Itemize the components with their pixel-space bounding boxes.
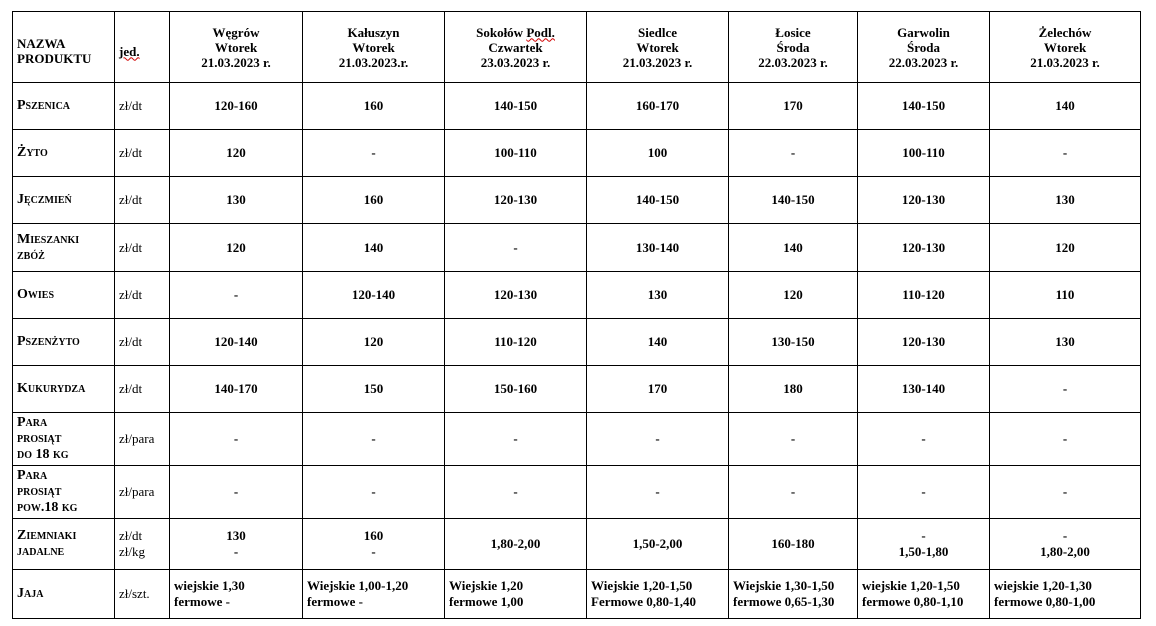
price-value: - [655,431,660,446]
price-cell [587,466,729,519]
price-cell [170,413,303,466]
price-cell [303,224,445,272]
price-cell [303,130,445,177]
price-value: - [233,484,239,499]
price-value: 130 [1055,192,1075,207]
price-cell [729,366,858,413]
header-market [729,12,858,83]
product-name-line: prosiąt [17,484,62,499]
product-name-line: Kukurydza [17,381,86,396]
price-value: 120 [226,239,246,255]
price-value: 110-120 [902,287,945,302]
price-value: 160 [363,98,384,113]
product-name-cell [13,519,115,570]
price-value: 120-140 [351,287,396,302]
price-cell [587,177,729,224]
price-cell [170,83,303,130]
price-value: fermowe 0,65-1,30 [733,594,835,609]
price-cell [587,413,729,466]
product-name-line: prosiąt [17,431,62,446]
price-value: 160 [363,192,384,207]
market-date: 21.03.2023 r. [1030,54,1100,70]
price-value: - [233,544,239,559]
price-value: 160-180 [771,536,815,551]
header-market [170,12,303,83]
unit-cell [115,83,170,130]
price-cell [445,130,587,177]
price-value: 140-150 [901,98,946,113]
unit-cell [115,570,170,619]
table-row [13,570,1141,619]
price-value: 1,80-2,00 [1040,544,1090,559]
price-value: - [1062,381,1068,396]
price-cell [990,177,1141,224]
market-date: 21.03.2023.r. [338,54,409,70]
price-value: fermowe - [307,594,363,609]
price-cell [445,224,587,272]
price-cell [170,224,303,272]
unit-line: zł/dt [119,98,143,113]
product-name-cell [13,413,115,466]
price-cell [170,570,303,619]
price-value: 120 [226,145,246,160]
price-cell [990,130,1141,177]
header-market [303,12,445,83]
price-cell [990,272,1141,319]
unit-cell [115,413,170,466]
price-value: - [790,431,796,446]
market-date: 22.03.2023 r. [758,54,828,70]
price-cell [729,272,858,319]
product-name-line: Para [17,468,48,483]
price-value: - [1062,528,1068,543]
unit-cell [115,366,170,413]
header-unit-label: jed. [119,43,140,59]
product-name-line: do 18 kg [17,447,69,462]
market-date: 21.03.2023 r. [201,54,271,70]
price-value: - [921,528,926,543]
market-day: Wtorek [636,39,679,55]
price-cell [445,570,587,619]
price-value: - [371,145,376,160]
price-cell [445,177,587,224]
price-value: 120 [1055,239,1075,255]
price-value: 1,50-2,00 [632,536,683,551]
price-value: - [790,484,796,499]
header-unit [115,12,170,83]
table-row [13,319,1141,366]
price-value: 100-110 [494,145,537,160]
price-cell [170,466,303,519]
product-name-cell [13,570,115,619]
price-value: 140 [783,239,803,255]
price-cell [170,366,303,413]
price-value: Wiejskie 1,20-1,50 [591,578,693,593]
unit-line: zł/kg [119,544,145,559]
price-value: 130 [226,192,246,207]
product-name-cell [13,272,115,319]
market-name: Węgrów [212,24,260,40]
header-row [13,12,1141,83]
price-cell [303,570,445,619]
price-value: - [513,239,518,255]
unit-cell [115,319,170,366]
header-market [990,12,1141,83]
market-date: 21.03.2023 r. [622,54,693,70]
price-value: 140 [1055,98,1075,113]
price-value: Wiejskie 1,20 [449,578,524,593]
price-cell [858,177,990,224]
price-cell [303,319,445,366]
price-value: Fermowe 0,80-1,40 [591,594,697,609]
product-name-line: Pszenica [17,98,71,113]
price-value: 120 [363,334,384,349]
price-value: fermowe 1,00 [449,594,524,609]
price-cell [587,83,729,130]
unit-cell [115,466,170,519]
price-cell [858,466,990,519]
market-name-abbrev: Podl. [526,24,555,40]
price-value: - [233,287,239,302]
price-value: - [233,431,239,446]
price-value: 140-150 [771,192,815,207]
header-market [858,12,990,83]
price-value: - [1062,431,1068,446]
price-value: - [513,431,518,446]
price-cell [445,319,587,366]
price-cell [729,224,858,272]
price-value: 120-130 [493,192,538,207]
price-cell [303,83,445,130]
price-cell [990,83,1141,130]
price-value: 130 [226,528,246,543]
price-value: 130 [647,287,668,302]
price-value: wiejskie 1,30 [174,578,245,593]
price-value: fermowe 0,80-1,00 [994,594,1096,609]
price-value: - [655,484,660,499]
price-cell [303,177,445,224]
product-name-line: pow.18 kg [17,500,78,515]
header-market [587,12,729,83]
price-cell [858,413,990,466]
price-cell [587,224,729,272]
price-value: 170 [647,381,668,396]
table-row [13,272,1141,319]
price-cell [170,272,303,319]
price-cell [445,519,587,570]
price-cell [587,272,729,319]
unit-line: zł/dt [119,528,143,543]
price-cell [729,519,858,570]
price-value: 120-130 [901,239,946,255]
price-value: 160 [363,528,384,543]
price-value: 140 [363,239,384,255]
price-cell [170,519,303,570]
header-market [445,12,587,83]
unit-line: zł/para [119,431,155,446]
unit-line: zł/dt [119,145,143,160]
price-value: 120 [783,287,803,302]
market-day: Środa [776,39,810,55]
product-name-line: jadalne [17,544,65,559]
table-row [13,366,1141,413]
price-value: 110 [1055,287,1075,302]
market-name-text: Sokołów Podl. [476,24,555,40]
unit-cell [115,224,170,272]
price-cell [729,413,858,466]
price-value: - [1062,145,1068,160]
price-value: wiejskie 1,20-1,50 [862,578,960,593]
price-cell [858,319,990,366]
price-cell [303,272,445,319]
price-value: 140-170 [214,381,258,396]
price-cell [990,519,1141,570]
market-day: Wtorek [352,39,395,55]
unit-cell [115,519,170,570]
table-row [13,413,1141,466]
product-name-line: Owies [17,287,55,302]
market-day: Wtorek [1043,39,1087,55]
product-name-line: Żyto [17,145,48,160]
price-value: Wiejskie 1,00-1,20 [307,578,409,593]
table-row [13,224,1141,272]
table-row [13,519,1141,570]
table-row [13,83,1141,130]
price-cell [445,366,587,413]
market-name: Łosice [775,24,811,40]
unit-line: zł/dt [119,381,143,396]
table-row [13,177,1141,224]
price-cell [729,130,858,177]
product-name-line: Jaja [17,586,44,601]
product-name-line: Jęczmień [17,192,72,207]
price-cell [587,570,729,619]
product-name-cell [13,83,115,130]
price-cell [729,319,858,366]
price-value: 180 [783,381,803,396]
price-value: 140-150 [635,192,680,207]
price-value: fermowe - [174,594,230,609]
product-name-line: Ziemniaki [17,528,77,543]
price-value: 110-120 [494,334,537,349]
price-value: - [1062,484,1068,499]
unit-line: zł/dt [119,239,143,255]
price-cell [990,366,1141,413]
price-cell [990,413,1141,466]
price-cell [445,413,587,466]
market-name: Siedlce [638,24,677,40]
price-cell [587,519,729,570]
price-value: 120-140 [214,334,258,349]
price-table [12,11,1141,619]
product-name-cell [13,224,115,272]
market-name: Kałuszyn [347,24,400,40]
price-cell [445,83,587,130]
price-value: 120-130 [493,287,538,302]
table-row [13,130,1141,177]
market-name [449,25,582,40]
price-cell [729,570,858,619]
product-name-cell [13,177,115,224]
price-value: 170 [783,98,803,113]
price-value: wiejskie 1,20-1,30 [994,578,1092,593]
price-value: 160-170 [635,98,680,113]
unit-line: zł/dt [119,334,143,349]
price-value: - [371,431,376,446]
unit-cell [115,177,170,224]
price-value: 150-160 [493,381,538,396]
price-value: Wiejskie 1,30-1,50 [733,578,835,593]
price-value: 100-110 [902,145,945,160]
price-cell [858,570,990,619]
price-value: 120-130 [901,334,946,349]
price-cell [858,83,990,130]
unit-line: zł/szt. [119,586,150,601]
market-day: Wtorek [214,39,258,55]
price-cell [303,519,445,570]
price-cell [729,177,858,224]
price-cell [303,366,445,413]
price-cell [587,319,729,366]
price-cell [858,130,990,177]
product-name-line: Mieszanki [17,231,80,247]
price-cell [587,366,729,413]
unit-line: zł/para [119,484,155,499]
price-cell [858,366,990,413]
price-value: 120-130 [901,192,946,207]
market-date: 22.03.2023 r. [888,54,959,70]
unit-cell [115,130,170,177]
price-value: 130-140 [901,381,946,396]
price-value: 130-150 [771,334,815,349]
price-value: 100 [647,145,668,160]
price-value: 1,50-1,80 [898,544,949,559]
price-cell [587,130,729,177]
price-cell [990,319,1141,366]
price-value: - [371,484,376,499]
price-value: - [921,431,926,446]
price-cell [170,319,303,366]
price-cell [445,272,587,319]
product-name-cell [13,319,115,366]
price-value: - [513,484,518,499]
price-cell [858,519,990,570]
price-value: 1,80-2,00 [490,536,541,551]
price-cell [729,83,858,130]
price-cell [858,272,990,319]
table-row [13,466,1141,519]
market-day: Czwartek [488,39,543,55]
price-cell [858,224,990,272]
price-value: - [921,484,926,499]
unit-cell [115,272,170,319]
product-name-cell [13,130,115,177]
unit-line: zł/dt [119,192,143,207]
price-cell [990,466,1141,519]
price-cell [303,413,445,466]
price-cell [729,466,858,519]
product-name-line: Para [17,415,48,430]
price-value: 140-150 [493,98,538,113]
price-cell [303,466,445,519]
product-name-cell [13,366,115,413]
table-body [13,83,1141,619]
market-name: Garwolin [897,24,950,40]
price-value: 130-140 [635,239,680,255]
price-cell [170,177,303,224]
price-value: - [371,544,376,559]
price-cell [170,130,303,177]
market-day: Środa [907,39,940,55]
price-value: - [790,145,796,160]
price-value: 120-160 [214,98,258,113]
unit-line: zł/dt [119,287,143,302]
price-value: 150 [363,381,384,396]
price-value: 140 [647,334,668,349]
product-name-cell [13,466,115,519]
price-cell [445,466,587,519]
product-name-line: Pszenżyto [17,334,80,349]
price-cell [990,570,1141,619]
product-name-line: zbóż [17,247,45,263]
price-value: 130 [1055,334,1075,349]
market-name: Żelechów [1038,24,1092,40]
price-value: fermowe 0,80-1,10 [862,594,964,609]
market-date: 23.03.2023 r. [480,54,551,70]
price-cell [990,224,1141,272]
header-product-name: NAZWA PRODUKTU [13,12,115,83]
